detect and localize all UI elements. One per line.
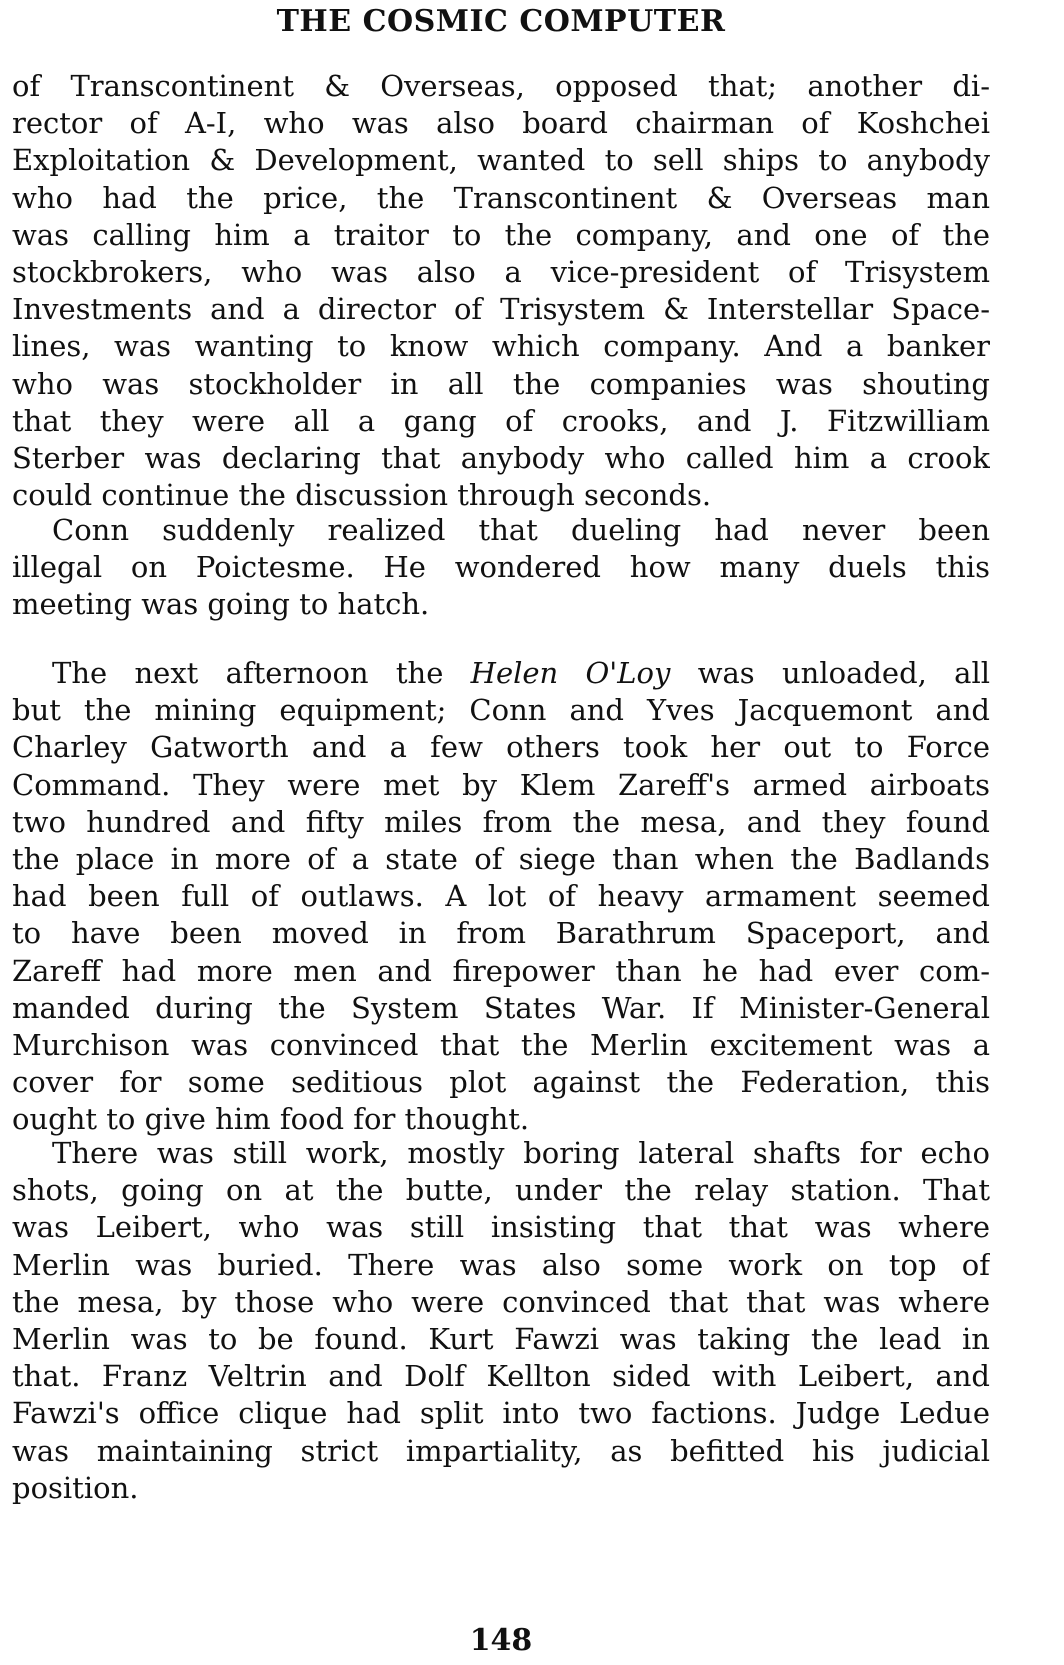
text-line: who was stockholder in all the companies was shouting	[12, 366, 990, 401]
text-line: was Leibert, who was still insisting that that was where	[12, 1210, 990, 1245]
text-line	[12, 655, 990, 692]
text-line: was calling him a traitor to the company, and one of the	[12, 217, 990, 252]
text-line: Fawzi's office clique had split into two factions. Judge Ledue	[12, 1396, 990, 1431]
text-line: Murchison was convinced that the Merlin excitement was a	[12, 1027, 990, 1062]
text-line: could continue the discussion through seconds.	[12, 478, 712, 513]
text-fragment: was unloaded, all	[697, 656, 990, 690]
text-line: Conn suddenly realized that dueling had never been	[52, 513, 990, 547]
text-line: Command. They were met by Klem Zareff's armed airboats	[12, 767, 990, 802]
text-line: Investments and a director of Trisystem & Interstellar Space-	[12, 292, 990, 327]
text-line: cover for some seditious plot against the Federation, this	[12, 1065, 990, 1100]
text-line: illegal on Poictesme. He wondered how many duels this	[12, 550, 990, 585]
paragraph	[12, 1135, 990, 1507]
page-number: 148	[469, 1623, 533, 1658]
text-line: meeting was going to hatch.	[12, 587, 430, 622]
ship-name: Helen O'Loy	[470, 656, 671, 690]
text-line: rector of A-I, who was also board chairman of Koshchei	[12, 106, 990, 141]
text-line: that. Franz Veltrin and Dolf Kellton sided with Leibert, and	[12, 1359, 990, 1394]
text-line: two hundred and fifty miles from the mesa, and they found	[12, 804, 990, 839]
book-page	[12, 0, 990, 1665]
text-line: manded during the System States War. If Minister-General	[12, 990, 990, 1025]
text-line: Exploitation & Development, wanted to sell ships to anybody	[12, 143, 990, 178]
text-line: There was still work, mostly boring lateral shafts for echo	[52, 1136, 990, 1170]
text-line: that they were all a gang of crooks, and J. Fitzwilliam	[12, 403, 990, 438]
text-line: Merlin was to be found. Kurt Fawzi was taking the lead in	[12, 1321, 990, 1356]
text-line: Merlin was buried. There was also some work on top of	[12, 1247, 990, 1282]
paragraph	[12, 68, 990, 514]
text-line: shots, going on at the butte, under the relay station. That	[12, 1173, 990, 1208]
text-line: was maintaining strict impartiality, as befitted his judicial	[12, 1433, 990, 1468]
text-line: the mesa, by those who were convinced that that was where	[12, 1284, 990, 1319]
text-line: Charley Gatworth and a few others took her out to Force	[12, 730, 990, 765]
text-line: but the mining equipment; Conn and Yves Jacquemont and	[12, 693, 990, 728]
running-head: THE COSMIC COMPUTER	[276, 4, 726, 39]
text-line: lines, was wanting to know which company. And a banker	[12, 329, 990, 364]
text-fragment: The next afternoon the	[52, 656, 471, 690]
paragraph	[12, 655, 990, 1138]
paragraph	[12, 512, 990, 624]
text-line: the place in more of a state of siege than when the Badlands	[12, 841, 990, 876]
text-line: stockbrokers, who was also a vice-president of Trisystem	[12, 254, 990, 289]
text-line: had been full of outlaws. A lot of heavy armament seemed	[12, 879, 990, 914]
text-line: ought to give him food for thought.	[12, 1102, 530, 1137]
text-line: Sterber was declaring that anybody who called him a crook	[12, 440, 990, 475]
text-line: who had the price, the Transcontinent & Overseas man	[12, 180, 990, 215]
text-line: Zareff had more men and firepower than he had ever com-	[12, 953, 990, 988]
text-line: of Transcontinent & Overseas, opposed that; another di-	[12, 69, 990, 103]
text-line: to have been moved in from Barathrum Spaceport, and	[12, 916, 990, 951]
text-line: position.	[12, 1470, 139, 1505]
